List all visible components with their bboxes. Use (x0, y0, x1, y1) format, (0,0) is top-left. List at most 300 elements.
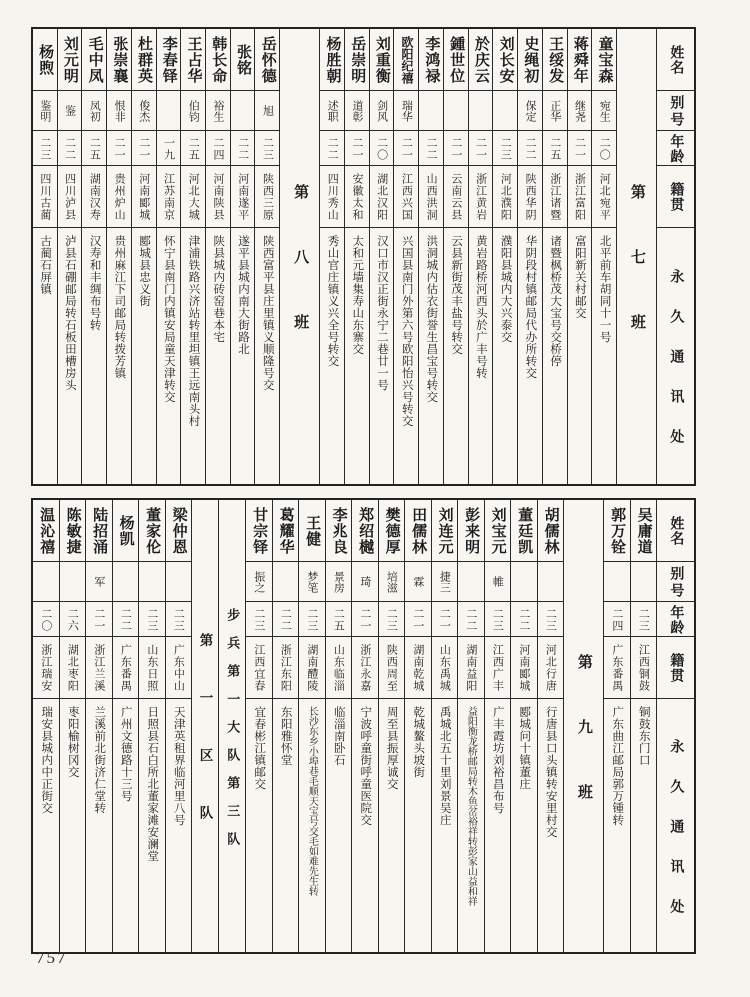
person-column (131, 29, 156, 484)
person-age-text: 二一 (400, 136, 413, 161)
person-alias-text: 培滋 (385, 570, 398, 593)
person-address (352, 699, 378, 952)
person-age (107, 131, 131, 166)
person-age (86, 602, 112, 637)
person-age-text: 二二 (464, 607, 477, 632)
person-name-text: 葛耀华 (277, 507, 294, 555)
person-address (394, 228, 418, 484)
person-name-text: 李鸿禄 (423, 36, 440, 84)
person-age-text: 二一 (411, 607, 424, 632)
person-address (139, 699, 165, 952)
person-address-text: 宁波呼童街呼童医院交 (359, 706, 372, 826)
person-address-text: 陕县城内砖窑巷本宅 (212, 235, 225, 343)
person-age-text: 二〇 (375, 136, 388, 161)
person-age-text: 二一 (358, 607, 371, 632)
person-age-text: 二一 (449, 136, 462, 161)
person-age (299, 602, 325, 637)
person-name (469, 29, 493, 91)
person-age (592, 131, 616, 166)
person-age-text: 二一 (113, 136, 126, 161)
person-column (468, 29, 493, 484)
person-column (319, 29, 344, 484)
person-address (255, 228, 279, 484)
header-address-label (657, 699, 694, 952)
person-age (82, 131, 106, 166)
person-alias (157, 91, 181, 131)
person-name (518, 29, 542, 91)
header-name-label-text: 姓名 (668, 516, 684, 546)
person-address (166, 699, 192, 952)
person-name (432, 500, 458, 562)
person-name (58, 29, 82, 91)
person-name-text: 毛中凤 (86, 36, 103, 84)
person-alias (326, 562, 352, 602)
person-native (352, 637, 378, 699)
person-alias (432, 562, 458, 602)
person-alias (299, 562, 325, 602)
person-column (443, 29, 468, 484)
person-name (485, 500, 511, 562)
person-address (82, 228, 106, 484)
person-native (157, 166, 181, 228)
person-alias (181, 91, 205, 131)
person-name-text: 郑绍樾 (357, 507, 374, 555)
person-address-text: 广丰霞坊刘裕昌布号 (491, 706, 504, 814)
section-divider-label-text: 第九班 (575, 653, 592, 849)
person-native-text: 广东番禺 (610, 644, 623, 692)
person-alias-text: 霖 (411, 576, 424, 587)
person-age (485, 602, 511, 637)
person-address-text: 日照县石白所北董家滩安澜堂 (146, 706, 159, 862)
person-alias (352, 562, 378, 602)
person-alias (231, 91, 255, 131)
person-address-text: 周至县振厚诚交 (385, 706, 398, 790)
person-native (485, 637, 511, 699)
person-name-text: 杜群英 (136, 36, 153, 84)
person-column (254, 29, 279, 484)
person-alias-text: 道彰 (350, 99, 363, 122)
person-native-text: 山东临淄 (332, 644, 345, 692)
person-address (631, 699, 657, 952)
person-name (206, 29, 230, 91)
person-age-text: 一九 (162, 136, 175, 161)
person-native (231, 166, 255, 228)
person-native-text: 四川泸县 (63, 173, 76, 221)
person-name (394, 29, 418, 91)
person-native (166, 637, 192, 699)
person-address-text: 遂平县城内南大街路北 (237, 235, 250, 355)
person-address-text: 郾城问十镇董庄 (518, 706, 531, 790)
person-age (345, 131, 369, 166)
person-column (542, 29, 567, 484)
person-address (33, 228, 57, 484)
person-name (458, 500, 484, 562)
person-address (518, 228, 542, 484)
person-column (156, 29, 181, 484)
person-alias-text: 瑞华 (400, 99, 413, 122)
person-alias (139, 562, 165, 602)
header-age-label (657, 602, 694, 637)
person-address (113, 699, 139, 952)
person-address-text: 濮阳县城内大兴泰交 (499, 235, 512, 343)
person-age-text: 二二 (279, 607, 292, 632)
person-column (492, 29, 517, 484)
person-native-text: 浙江兰溪 (92, 644, 105, 692)
person-native (299, 637, 325, 699)
person-alias (58, 91, 82, 131)
person-alias-text: 振之 (252, 570, 265, 593)
person-name-text: 郭万铨 (609, 507, 626, 555)
person-name-text: 张铭 (234, 44, 251, 76)
person-age (511, 602, 537, 637)
person-name (33, 500, 59, 562)
roster-table-upper (31, 27, 696, 486)
person-name (538, 500, 564, 562)
person-name-text: 梁仲恩 (170, 507, 187, 555)
person-alias-text: 继尧 (573, 99, 586, 122)
person-age (255, 131, 279, 166)
person-native (246, 637, 272, 699)
person-alias-text: 正华 (548, 99, 561, 122)
person-alias (166, 562, 192, 602)
person-age-text: 二二 (524, 136, 537, 161)
section-divider-label (192, 500, 218, 952)
person-name-text: 田儒林 (410, 507, 427, 555)
person-column (272, 500, 299, 952)
person-alias (82, 91, 106, 131)
person-alias (518, 91, 542, 131)
person-column (603, 500, 630, 952)
person-column (33, 29, 57, 484)
person-name-text: 刘元明 (61, 36, 78, 84)
person-native (631, 637, 657, 699)
person-address-text: 黄岩路桥河西头於广丰号转 (474, 235, 487, 379)
header-age-label-text: 年龄 (668, 133, 684, 164)
person-address-text: 华阴段村镇邮局代办所转交 (524, 235, 537, 379)
person-age (432, 602, 458, 637)
person-name-text: 张崇襄 (111, 36, 128, 84)
person-age (320, 131, 344, 166)
person-address-text: 益阳衡龙桥邮局转木鱼岔裕祥转彭家山益和祥 (465, 706, 477, 906)
person-native-text: 云南云县 (449, 173, 462, 221)
person-native (511, 637, 537, 699)
person-native-text: 四川秀山 (326, 173, 339, 221)
person-age (326, 602, 352, 637)
person-age (60, 602, 86, 637)
person-name (132, 29, 156, 91)
person-age-text: 二二 (326, 136, 339, 161)
person-native (86, 637, 112, 699)
person-age-text: 二三 (145, 607, 158, 632)
person-native-text: 广东中山 (172, 644, 185, 692)
person-native (255, 166, 279, 228)
person-name-text: 温沁禧 (38, 507, 55, 555)
person-age (518, 131, 542, 166)
person-name (631, 500, 657, 562)
person-column (457, 500, 484, 952)
person-age-text: 二三 (172, 607, 185, 632)
header-address-label-text: 永久通讯处 (668, 269, 684, 469)
person-address-text: 兰溪前北街济仁堂转 (93, 706, 106, 814)
person-alias-text: 琦 (358, 576, 371, 587)
person-native (273, 637, 299, 699)
person-name-text: 胡儒林 (542, 507, 559, 555)
person-native-text: 江西兴国 (400, 173, 413, 221)
person-address-text: 天津英租界临河里八号 (172, 706, 185, 826)
person-alias (255, 91, 279, 131)
section-divider-label (617, 29, 656, 484)
person-age (246, 602, 272, 637)
person-address-text: 云县新街茂丰盐号转交 (450, 235, 463, 355)
person-name-text: 刘重衡 (373, 36, 390, 84)
person-address (326, 699, 352, 952)
person-column (517, 29, 542, 484)
person-age-text: 二六 (66, 607, 79, 632)
person-native-text: 湖南汉寿 (88, 173, 101, 221)
person-alias-text: 景房 (332, 570, 345, 593)
person-alias-text: 宛生 (598, 99, 611, 122)
person-address (320, 228, 344, 484)
person-column (81, 29, 106, 484)
person-name-text: 鍾世位 (448, 36, 465, 84)
roster-table-lower (31, 498, 696, 954)
person-age-text: 二〇 (598, 136, 611, 161)
person-native (320, 166, 344, 228)
person-native-text: 浙江黄岩 (474, 173, 487, 221)
person-native-text: 山东日照 (145, 644, 158, 692)
person-name (326, 500, 352, 562)
person-native-text: 河北濮阳 (499, 173, 512, 221)
person-column (404, 500, 431, 952)
person-address (568, 228, 592, 484)
header-address-label-text: 永久通讯处 (668, 738, 684, 939)
person-column (325, 500, 352, 952)
person-age-text: 二一 (438, 607, 451, 632)
person-native (543, 166, 567, 228)
section-divider-label-text: 第七班 (628, 184, 645, 379)
person-age (132, 131, 156, 166)
person-native-text: 山东禹城 (438, 644, 451, 692)
person-age-text: 二三 (491, 607, 504, 632)
person-address-text: 汉寿和丰绸布号转 (88, 235, 101, 331)
person-age (568, 131, 592, 166)
person-native-text: 江西铜鼓 (637, 644, 650, 692)
person-age (379, 602, 405, 637)
person-age (394, 131, 418, 166)
header-name-label (657, 500, 694, 562)
person-alias-text: 恨非 (113, 99, 126, 122)
person-address (405, 699, 431, 952)
person-native-text: 湖北汉阳 (375, 173, 388, 221)
person-native (394, 166, 418, 228)
person-address (419, 228, 443, 484)
section-divider (279, 29, 319, 484)
header-name-label-text: 姓名 (668, 45, 684, 75)
person-address-text: 北平前车胡同十一号 (598, 235, 611, 343)
person-address (493, 228, 517, 484)
person-name (444, 29, 468, 91)
header-column (656, 29, 694, 484)
person-native-text: 浙江瑞安 (39, 644, 52, 692)
person-address-text: 瑞安县城内中正街交 (40, 706, 53, 814)
person-column (393, 29, 418, 484)
person-native (132, 166, 156, 228)
person-age-text: 二三 (305, 607, 318, 632)
person-native (107, 166, 131, 228)
person-column (106, 29, 131, 484)
person-age (444, 131, 468, 166)
section-divider-label-text: 第一区队 (197, 633, 213, 863)
person-column (344, 29, 369, 484)
person-column (510, 500, 537, 952)
person-column (180, 29, 205, 484)
person-name (273, 500, 299, 562)
person-alias (604, 562, 630, 602)
person-alias (246, 562, 272, 602)
person-age (370, 131, 394, 166)
person-name (352, 500, 378, 562)
person-age-text: 二二 (425, 136, 438, 161)
person-name-text: 李春铎 (160, 36, 177, 84)
person-age-text: 二三 (261, 136, 274, 161)
person-native (538, 637, 564, 699)
person-address-text: 兴国县南门外第六号欧阳怡兴号转交 (400, 235, 413, 427)
person-native-text: 陕西周至 (385, 644, 398, 692)
person-name-text: 陈敏捷 (64, 507, 81, 555)
person-age-text: 二二 (119, 607, 132, 632)
person-column (165, 500, 192, 952)
person-column (85, 500, 112, 952)
person-name-text: 王绥发 (547, 36, 564, 84)
person-native (444, 166, 468, 228)
person-alias-text: 剑风 (375, 99, 388, 122)
person-address (538, 699, 564, 952)
person-native-text: 浙江永嘉 (358, 644, 371, 692)
person-age-text: 二一 (573, 136, 586, 161)
person-name-text: 史绳初 (522, 36, 539, 84)
person-age (157, 131, 181, 166)
person-address-text: 太和元墙集寿山东寨交 (351, 235, 364, 355)
header-alias-label (657, 91, 694, 131)
header-native-label-text: 籍贯 (668, 182, 684, 212)
person-native-text: 江西广丰 (491, 644, 504, 692)
person-address-text: 广州文德路十三号 (119, 706, 132, 802)
person-alias-text: 伯钧 (187, 99, 200, 122)
person-alias-text: 帷 (491, 576, 504, 587)
person-alias-text: 梦笔 (305, 570, 318, 593)
person-name (139, 500, 165, 562)
person-native (370, 166, 394, 228)
person-column (591, 29, 616, 484)
person-name (604, 500, 630, 562)
person-name-text: 刘宝元 (489, 507, 506, 555)
person-address (432, 699, 458, 952)
section-divider-label (280, 29, 319, 484)
person-address-text: 洪洞城内估衣街誉生昌宝号转交 (425, 235, 438, 403)
section-divider (563, 500, 603, 952)
person-native (82, 166, 106, 228)
person-name (511, 500, 537, 562)
person-address (543, 228, 567, 484)
person-column (431, 500, 458, 952)
person-address-text: 东阳雅怀堂 (279, 706, 292, 766)
person-age (631, 602, 657, 637)
person-address-text: 怀宁县南门内镇安局童天津转交 (162, 235, 175, 403)
person-native-text: 陕西三原 (261, 173, 274, 221)
person-age-text: 二二 (63, 136, 76, 161)
person-column (351, 500, 378, 952)
person-alias (33, 91, 57, 131)
person-alias (405, 562, 431, 602)
person-alias-text: 裕生 (212, 99, 224, 122)
person-address (157, 228, 181, 484)
person-name-text: 彭来明 (463, 507, 480, 555)
person-age-text: 二二 (236, 136, 249, 161)
person-native (33, 166, 57, 228)
person-age-text: 二五 (332, 607, 345, 632)
person-column (59, 500, 86, 952)
header-alias-label (657, 562, 694, 602)
person-name (181, 29, 205, 91)
person-native (181, 166, 205, 228)
person-alias (345, 91, 369, 131)
person-column (230, 29, 255, 484)
person-name-text: 杨煦 (37, 44, 54, 76)
person-alias (631, 562, 657, 602)
person-column (630, 500, 657, 952)
person-native-text: 浙江富阳 (573, 173, 586, 221)
person-address-text: 古蔺石屏镇 (39, 235, 52, 295)
person-native (568, 166, 592, 228)
person-name-text: 王占华 (185, 36, 202, 84)
person-name (370, 29, 394, 91)
person-name-text: 韩长命 (210, 36, 227, 84)
person-age (113, 602, 139, 637)
person-name-text: 李兆良 (330, 507, 347, 555)
person-alias (132, 91, 156, 131)
person-address-text: 长沙东乡小埠巷毛顺天宝号交毛如难先生转 (306, 706, 318, 896)
person-alias (206, 91, 230, 131)
person-alias (469, 91, 493, 131)
person-alias (444, 91, 468, 131)
person-address-text: 富阳新关村邮交 (573, 235, 586, 319)
person-name (419, 29, 443, 91)
person-native-text: 浙江东阳 (279, 644, 292, 692)
person-name (592, 29, 616, 91)
person-column (33, 500, 59, 952)
header-native-label (657, 637, 694, 699)
person-native-text: 贵州炉山 (113, 173, 126, 221)
person-address (33, 699, 59, 952)
person-address (273, 699, 299, 952)
person-alias (370, 91, 394, 131)
person-alias (320, 91, 344, 131)
person-alias-text: 鉴 (63, 105, 76, 116)
person-native-text: 浙江诸暨 (548, 173, 561, 221)
person-name (60, 500, 86, 562)
header-address-label (657, 228, 694, 484)
person-name (405, 500, 431, 562)
person-native-text: 河南陕县 (212, 173, 224, 221)
person-name (33, 29, 57, 91)
person-age (493, 131, 517, 166)
person-age (181, 131, 205, 166)
person-address-text: 禹城北五十里刘景吴庄 (438, 706, 451, 826)
person-age (166, 602, 192, 637)
person-address-text: 行唐县口头镇转安里村交 (544, 706, 557, 838)
person-alias-text: 军 (92, 576, 105, 587)
person-alias-text: 述职 (326, 99, 339, 122)
